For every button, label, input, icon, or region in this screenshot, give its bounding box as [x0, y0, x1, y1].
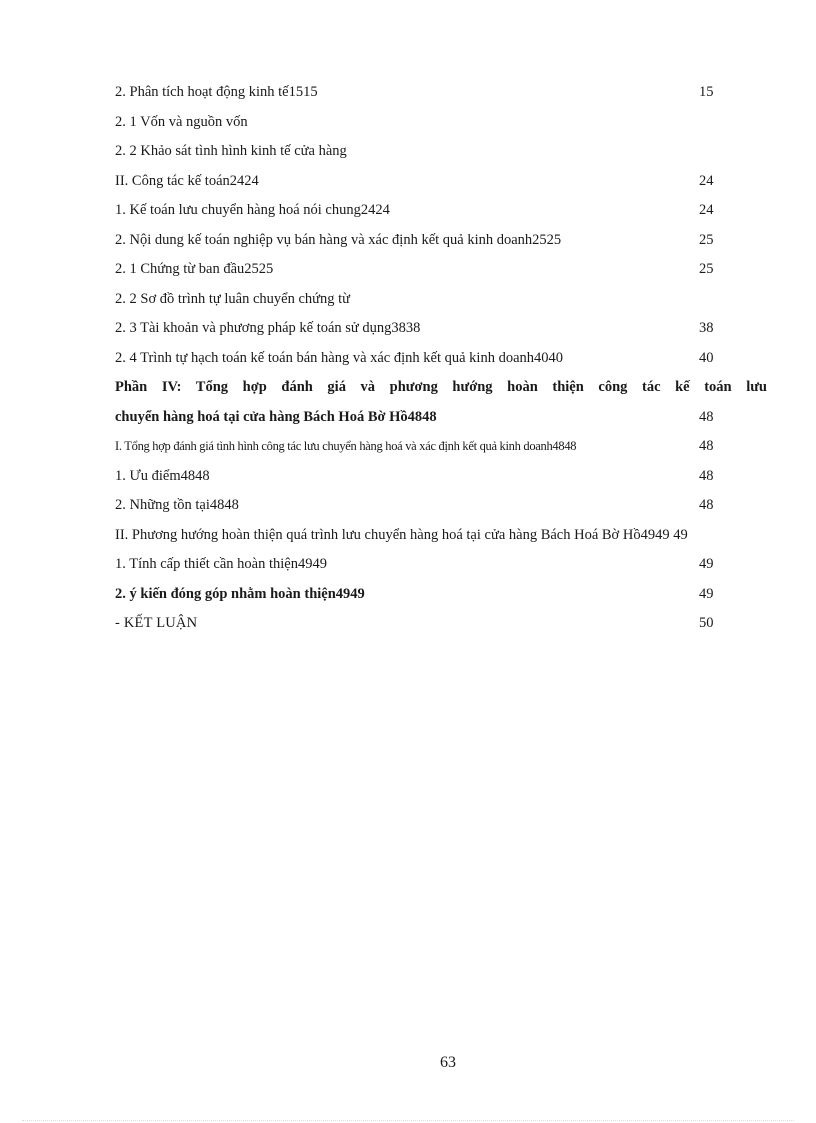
toc-entry [115, 491, 767, 521]
toc-entry-title: 2. 2 Sơ đồ trình tự luân chuyển chứng từ [115, 290, 351, 307]
toc-entry-page: 38 [699, 320, 714, 336]
toc-entry [115, 285, 767, 315]
toc-entry [115, 78, 767, 108]
toc-entry-title: Phần IV: Tổng hợp đánh giá và phương hướng hoàn thiện công tác kế toán lưu [115, 379, 767, 395]
toc-entry-title: 2. 2 Khảo sát tình hình kinh tế cửa hàng [115, 143, 347, 159]
toc-entry-page: 25 [699, 261, 714, 277]
toc-entry-title: chuyển hàng hoá tại cửa hàng Bách Hoá Bờ Hồ4848 [115, 408, 437, 425]
toc-entry-page: 24 [699, 172, 714, 189]
toc-entry-page: 48 [699, 467, 714, 484]
toc-entry-title: II. Phương hướng hoàn thiện quá trình lưu chuyển hàng hoá tại cửa hàng Bách Hoá Bờ Hồ4949 49 [115, 526, 688, 543]
toc-entry-page: 48 [699, 497, 714, 513]
toc-entry-page: 50 [699, 615, 714, 631]
toc-entry-part-heading [115, 373, 767, 403]
toc-entry [115, 432, 767, 462]
toc-entry-title: - KẾT LUẬN [115, 615, 198, 631]
toc-entry-title: 2. 3 Tài khoản và phương pháp kế toán sử dụng3838 [115, 320, 421, 336]
toc-entry-title: 2. Những tồn tại4848 [115, 497, 239, 513]
toc-entry-title: 2. Phân tích hoạt động kinh tế1515 [115, 84, 318, 100]
toc-entry-part-heading-tail [115, 403, 767, 433]
toc-entry-title: 2. 1 Vốn và nguồn vốn [115, 113, 248, 130]
toc-entry-page: 25 [699, 231, 714, 248]
toc-entry-title: II. Công tác kế toán2424 [115, 172, 259, 189]
toc-entry-title: 2. Nội dung kế toán nghiệp vụ bán hàng và xác định kết quả kinh doanh2525 [115, 231, 562, 248]
toc-entry-title: 1. Kế toán lưu chuyển hàng hoá nói chung2424 [115, 202, 390, 218]
toc-entry [115, 521, 767, 551]
toc-entry-page: 49 [699, 585, 714, 602]
toc-entry-title: 1. Tính cấp thiết cần hoàn thiện4949 [115, 556, 327, 572]
toc-entry [115, 314, 767, 344]
footer-divider [22, 1120, 794, 1121]
toc-entry [115, 108, 767, 138]
toc-entry [115, 255, 767, 285]
toc-entry-page: 48 [699, 438, 714, 454]
toc-entry-page: 24 [699, 202, 714, 218]
toc-entry-title: I. Tổng hợp đánh giá tình hình công tác lưu chuyển hàng hoá và xác định kết quả kinh doanh4848 [115, 439, 577, 453]
page-number: 63 [440, 1054, 456, 1071]
toc-entry-title: 1. Ưu điểm4848 [115, 467, 210, 484]
toc-entry [115, 462, 767, 492]
toc-entry [115, 226, 767, 256]
toc-entry-title: 2. 4 Trình tự hạch toán kế toán bán hàng và xác định kết quả kinh doanh4040 [115, 349, 564, 366]
toc-entry-page: 48 [699, 408, 714, 425]
toc-entry-page: 49 [699, 556, 714, 572]
toc-entry-conclusion [115, 609, 767, 639]
toc-entry-title: 2. 1 Chứng từ ban đầu2525 [115, 261, 274, 277]
toc-entry [115, 167, 767, 197]
toc-entry [115, 344, 767, 374]
toc-entry [115, 580, 767, 610]
toc-entry [115, 196, 767, 226]
toc-entry [115, 137, 767, 167]
toc-entry [115, 550, 767, 580]
toc-entry-page: 15 [699, 84, 714, 100]
toc-entry-title: 2. ý kiến đóng góp nhằm hoàn thiện4949 [115, 585, 365, 602]
toc-entry-page: 40 [699, 349, 714, 366]
table-of-contents [115, 78, 767, 639]
